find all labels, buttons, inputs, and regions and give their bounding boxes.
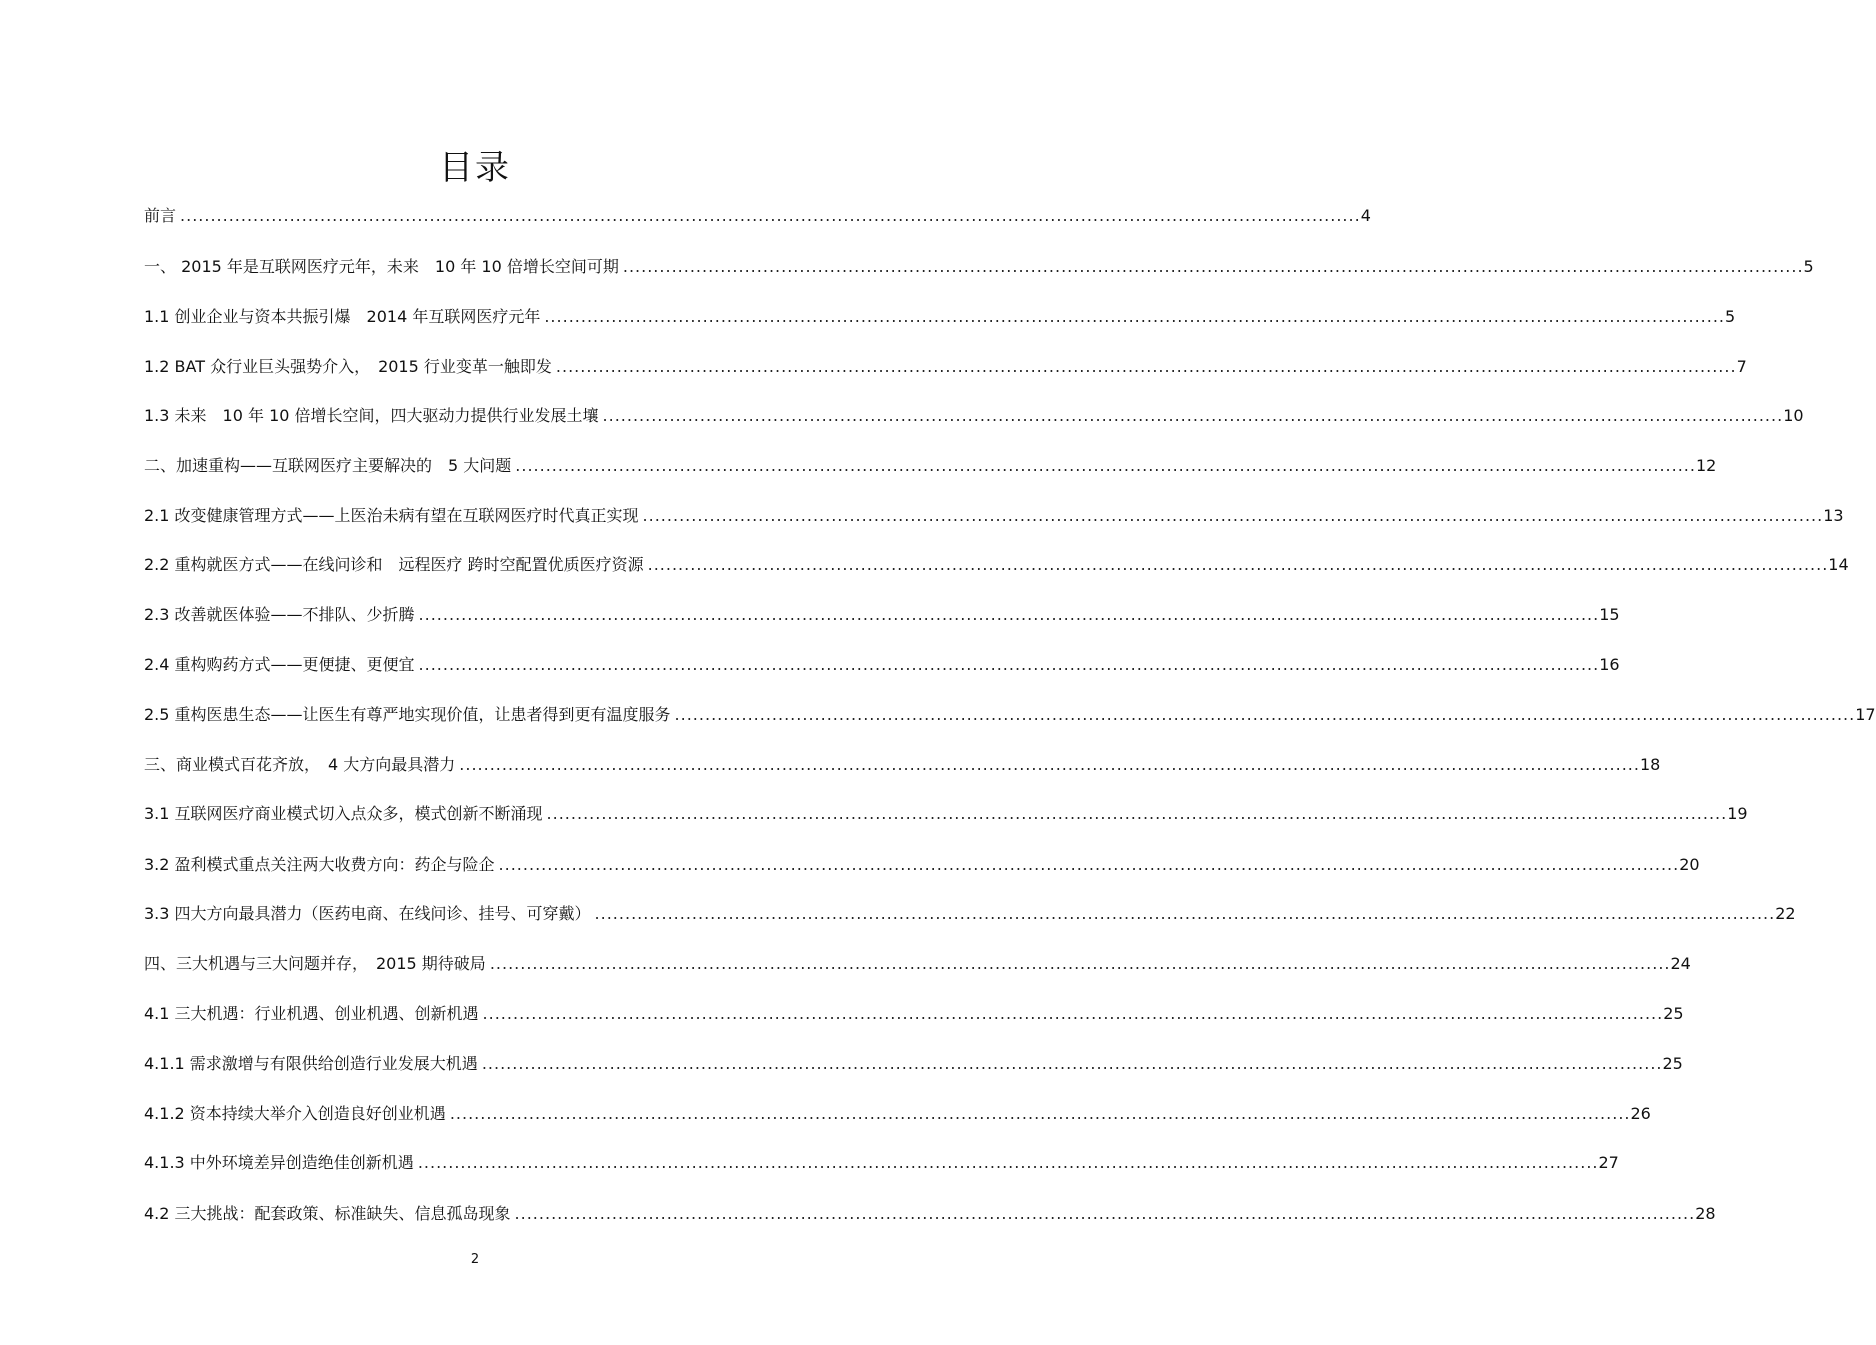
toc-entry[interactable]: [144, 1002, 1684, 1026]
toc-entry-label: 3.1 互联网医疗商业模式切入点众多，模式创新不断涌现: [144, 804, 543, 823]
toc-leader-dots: ..................................................................................................................................................................................................: [449, 1104, 1631, 1123]
toc-entry-label: 4.1 三大机遇：行业机遇、创业机遇、创新机遇: [144, 1004, 479, 1023]
toc-entry-page: 5: [1725, 307, 1736, 326]
toc-leader-dots: ..................................................................................................................................................................................................: [594, 904, 1776, 923]
toc-leader-dots: ..................................................................................................................................................................................................: [546, 804, 1728, 823]
toc-entry-page: 28: [1695, 1204, 1716, 1223]
toc-entry[interactable]: [144, 553, 1849, 577]
toc-entry-page: 14: [1828, 555, 1849, 574]
toc-entry[interactable]: [144, 653, 1620, 677]
toc-entry-label: 2.4 重构购药方式——更便捷、更便宜: [144, 655, 415, 674]
toc-entry-page: 26: [1630, 1104, 1651, 1123]
toc-entry-label: 3.2 盈利模式重点关注两大收费方向：药企与险企: [144, 855, 495, 874]
toc-leader-dots: ..................................................................................................................................................................................................: [515, 456, 1696, 475]
toc-entry-page: 24: [1670, 954, 1691, 973]
toc-entry-label: 前言: [144, 206, 177, 225]
toc-entry-page: 5: [1803, 257, 1814, 276]
toc-entry-label: 4.2 三大挑战：配套政策、标准缺失、信息孤岛现象: [144, 1204, 511, 1223]
toc-leader-dots: ..................................................................................................................................................................................................: [555, 357, 1737, 376]
toc-entry[interactable]: [144, 1202, 1716, 1226]
toc-entry-label: 四、三大机遇与三大问题并存， 2015 期待破局: [144, 954, 486, 973]
toc-entry[interactable]: [144, 902, 1796, 926]
toc-leader-dots: ..................................................................................................................................................................................................: [489, 954, 1671, 973]
toc-entry[interactable]: [144, 204, 1371, 228]
toc-entry-page: 27: [1598, 1153, 1619, 1172]
toc-entry-label: 2.3 改善就医体验——不排队、少折腾: [144, 605, 415, 624]
toc-entry-label: 1.1 创业企业与资本共振引爆 2014 年互联网医疗元年: [144, 307, 541, 326]
toc-entry-label: 2.2 重构就医方式——在线问诊和 远程医疗 跨时空配置优质医疗资源: [144, 555, 644, 574]
toc-entry[interactable]: [144, 753, 1661, 777]
toc-leader-dots: ..................................................................................................................................................................................................: [622, 257, 1804, 276]
toc-leader-dots: ..................................................................................................................................................................................................: [498, 855, 1680, 874]
toc-entry-page: 18: [1639, 755, 1661, 774]
page-number: 2: [470, 1252, 480, 1267]
toc-entry-label: 3.3 四大方向最具潜力（医药电商、在线问诊、挂号、可穿戴）: [144, 904, 591, 923]
toc-leader-dots: ..................................................................................................................................................................................................: [642, 506, 1824, 525]
toc-entry-label: 1.2 BAT 众行业巨头强势介入， 2015 行业变革一触即发: [144, 357, 552, 376]
toc-entry-page: 22: [1775, 904, 1796, 923]
toc-leader-dots: ..................................................................................................................................................................................................: [602, 406, 1784, 425]
toc-entry-label: 4.1.1 需求激增与有限供给创造行业发展大机遇: [144, 1054, 478, 1073]
toc-entry[interactable]: [144, 603, 1620, 627]
toc-leader-dots: ..................................................................................................................................................................................................: [417, 1153, 1599, 1172]
toc-entry-label: 2.5 重构医患生态——让医生有尊严地实现价值，让患者得到更有温度服务: [144, 705, 671, 724]
toc-entry-page: 7: [1736, 357, 1747, 376]
toc-leader-dots: ..................................................................................................................................................................................................: [482, 1004, 1664, 1023]
toc-entry-page: 15: [1599, 605, 1620, 624]
toc-entry-page: 25: [1663, 1004, 1684, 1023]
toc-leader-dots: ..................................................................................................................................................................................................: [514, 1204, 1696, 1223]
toc-entry[interactable]: [144, 255, 1814, 279]
toc-entry-label: 三、商业模式百花齐放， 4 大方向最具潜力: [144, 755, 456, 774]
toc-entry-label: 1.3 未来 10 年 10 倍增长空间，四大驱动力提供行业发展土壤: [144, 406, 599, 425]
toc-entry[interactable]: [144, 703, 1876, 727]
page-title: 目录: [439, 148, 511, 188]
toc-entry-page: 13: [1823, 506, 1844, 525]
toc-entry-label: 二、加速重构——互联网医疗主要解决的 5 大问题: [144, 456, 512, 475]
toc-entry-label: 一、 2015 年是互联网医疗元年，未来 10 年 10 倍增长空间可期: [144, 257, 619, 276]
toc-entry-page: 16: [1599, 655, 1620, 674]
toc-entry-page: 10: [1783, 406, 1804, 425]
toc-entry[interactable]: [144, 1102, 1651, 1126]
toc-entry-label: 2.1 改变健康管理方式——上医治未病有望在互联网医疗时代真正实现: [144, 506, 639, 525]
toc-leader-dots: ..................................................................................................................................................................................................: [481, 1054, 1663, 1073]
toc-entry-page: 25: [1662, 1054, 1683, 1073]
toc-leader-dots: ..................................................................................................................................................................................................: [647, 555, 1829, 574]
toc-leader-dots: ..................................................................................................................................................................................................: [418, 655, 1600, 674]
toc-entry[interactable]: [144, 404, 1804, 428]
toc-entry-page: 12: [1695, 456, 1717, 475]
toc-leader-dots: ..................................................................................................................................................................................................: [459, 755, 1640, 774]
toc-leader-dots: ..................................................................................................................................................................................................: [544, 307, 1726, 326]
toc-entry-page: 17: [1855, 705, 1876, 724]
toc-entry[interactable]: [144, 853, 1700, 877]
toc-entry-label: 4.1.3 中外环境差异创造绝佳创新机遇: [144, 1153, 414, 1172]
toc-entry[interactable]: [144, 1151, 1619, 1175]
toc-entry[interactable]: [144, 1052, 1683, 1076]
toc-leader-dots: ..................................................................................................................................................................................................: [674, 705, 1856, 724]
toc-entry[interactable]: [144, 355, 1747, 379]
toc-entry[interactable]: [144, 504, 1844, 528]
toc-entry-label: 4.1.2 资本持续大举介入创造良好创业机遇: [144, 1104, 446, 1123]
toc-entry-page: 4: [1360, 206, 1371, 225]
toc-leader-dots: ..................................................................................................................................................................................................: [418, 605, 1600, 624]
toc-entry[interactable]: [144, 305, 1736, 329]
toc-entry[interactable]: [144, 952, 1691, 976]
toc-entry-page: 19: [1727, 804, 1748, 823]
toc-entry-page: 20: [1679, 855, 1700, 874]
toc-entry[interactable]: [144, 802, 1748, 826]
toc-entry[interactable]: [144, 454, 1717, 478]
toc-leader-dots: ..................................................................................................................................................................................................: [180, 206, 1361, 225]
